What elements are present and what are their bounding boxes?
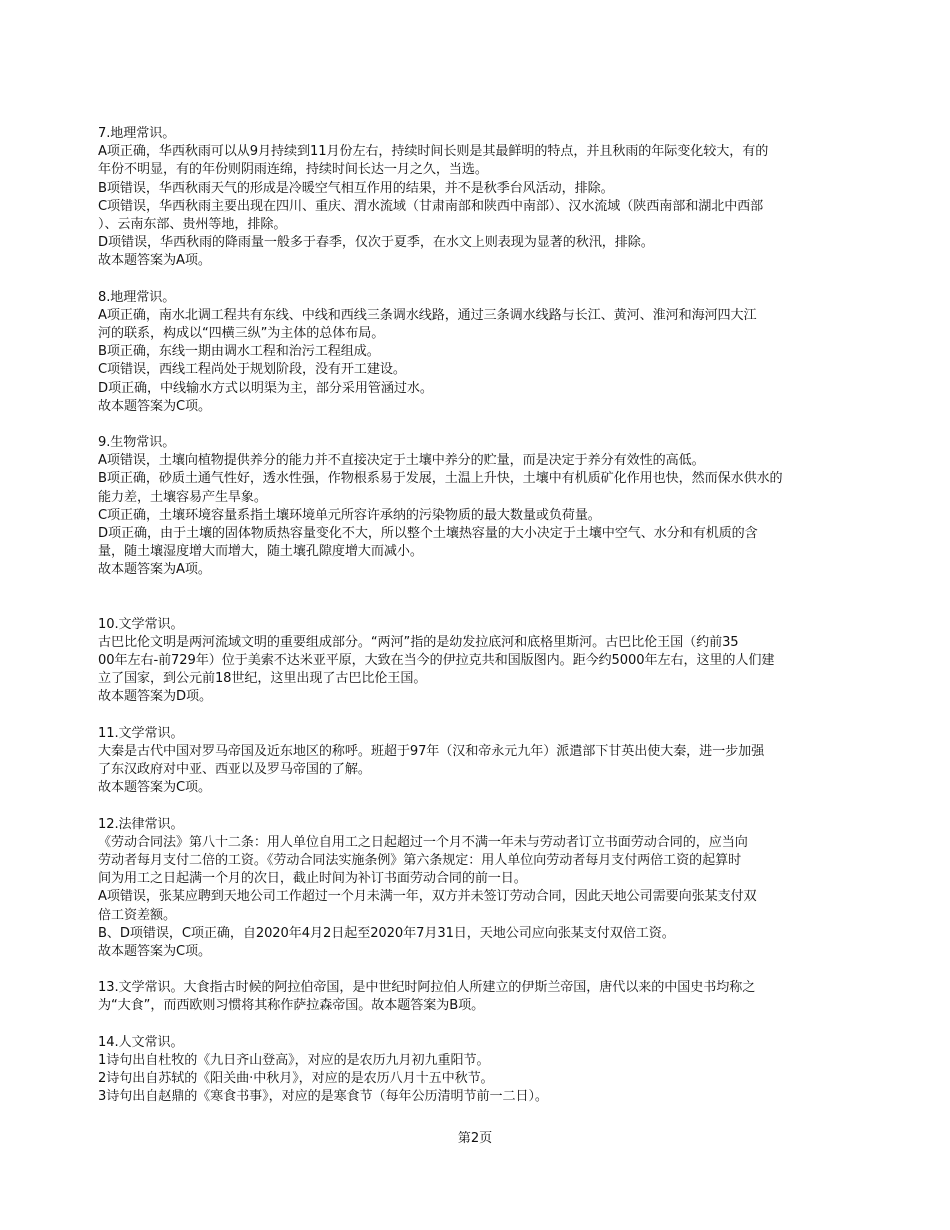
text-line: 年份不明显，有的年份则阴雨连绵，持续时间长达一月之久，当选。 (98, 162, 488, 178)
section-spacer (98, 271, 888, 289)
text-line: C项错误，西线工程尚处于规划阶段，没有开工建设。 (98, 362, 406, 378)
text-line: 劳动者每月支付二倍的工资。《劳动合同法实施条例》第六条规定：用人单位向劳动者每月支付两倍工资的起算时 (98, 852, 742, 868)
text-line: 3诗句出自赵鼎的《寒食书事》，对应的是寒食节（每年公历清明节前一二日）。 (98, 1089, 548, 1105)
text-line: B项正确，东线一期由调水工程和治污工程组成。 (98, 344, 380, 360)
section-heading: 12.法律常识。 (98, 816, 184, 832)
answer-section-7 (98, 125, 888, 271)
answer-section-9 (98, 434, 888, 580)
answer-section-12 (98, 816, 888, 962)
document-page (98, 125, 888, 1106)
text-line: 间为用工之日起满一个月的次日，截止时间为补订书面劳动合同的前一日。 (98, 871, 527, 887)
text-line: 了东汉政府对中亚、西亚以及罗马帝国的了解。 (98, 762, 371, 778)
text-line: 1诗句出自杜牧的《九日齐山登高》，对应的是农历九月初九重阳节。 (98, 1052, 490, 1068)
answer-section-13 (98, 979, 888, 1015)
text-line: 能力差，土壤容易产生旱象。 (98, 489, 267, 505)
answer-section-11 (98, 725, 888, 798)
text-line: 13.文学常识。大食指古时候的阿拉伯帝国，是中世纪时阿拉伯人所建立的伊斯兰帝国，唐代以来的中国史书均称之 (98, 980, 756, 996)
section-spacer (98, 580, 888, 616)
answer-line: 故本题答案为D项。 (98, 689, 212, 705)
page-number: 第2页 (457, 1131, 493, 1146)
text-line: B项正确，砂质土通气性好，透水性强，作物根系易于发展，土温上升快，土壤中有机质矿化作用也快，然而保水供水的 (98, 471, 783, 487)
text-line: D项正确，由于土壤的固体物质热容量变化不大，所以整个土壤热容量的大小决定于土壤中空气、水分和有机质的含 (98, 526, 758, 542)
answer-line: 故本题答案为A项。 (98, 253, 211, 269)
answer-section-14 (98, 1034, 888, 1107)
text-line: C项错误，华西秋雨主要出现在四川、重庆、渭水流域（甘肃南部和陕西中南部）、汉水流域（陕西南部和湖北中西部 (98, 198, 764, 214)
section-heading: 9.生物常识。 (98, 435, 176, 451)
answer-section-10 (98, 616, 888, 707)
answer-section-8 (98, 289, 888, 416)
text-line: ）、云南东部、贵州等地，排除。 (98, 217, 287, 233)
answer-line: 故本题答案为A项。 (98, 562, 211, 578)
text-line: D项正确，中线输水方式以明渠为主，部分采用管涵过水。 (98, 380, 433, 396)
text-line: A项错误，张某应聘到天地公司工作超过一个月未满一年，双方并未签订劳动合同，因此天地公司需要向张某支付双 (98, 889, 757, 905)
text-line: 00年左右-前729年）位于美索不达米亚平原，大致在当今的伊拉克共和国版图内。距今约5000年左右，这里的人们建 (98, 653, 775, 669)
text-line: C项正确，土壤环境容量系指土壤环境单元所容许承纳的污染物质的最大数量或负荷量。 (98, 507, 601, 523)
section-heading: 8.地理常识。 (98, 289, 176, 305)
text-line: 量，随土壤湿度增大而增大，随土壤孔隙度增大而减小。 (98, 544, 423, 560)
section-spacer (98, 961, 888, 979)
text-line: 《劳动合同法》第八十二条：用人单位自用工之日起超过一个月不满一年未与劳动者订立书面劳动合同的，应当向 (98, 834, 748, 850)
section-heading: 11.文学常识。 (98, 725, 184, 741)
text-line: A项正确，华西秋雨可以从9月持续到11月份左右，持续时间长则是其最鲜明的特点，并且秋雨的年际变化较大，有的 (98, 144, 769, 160)
section-spacer (98, 798, 888, 816)
text-line: A项错误，土壤向植物提供养分的能力并不直接决定于土壤中养分的贮量，而是决定于养分有效性的高低。 (98, 453, 705, 469)
text-line: B项错误，华西秋雨天气的形成是冷暖空气相互作用的结果，并不是秋季台风活动，排除。 (98, 180, 614, 196)
text-line: 立了国家，到公元前18世纪，这里出现了古巴比伦王国。 (98, 671, 427, 687)
answer-line: 故本题答案为C项。 (98, 398, 211, 414)
section-heading: 10.文学常识。 (98, 616, 184, 632)
section-spacer (98, 416, 888, 434)
text-line: 古巴比伦文明是两河流域文明的重要组成部分。“两河”指的是幼发拉底河和底格里斯河。古巴比伦王国（约前35 (98, 634, 739, 650)
answer-line: 故本题答案为C项。 (98, 780, 211, 796)
answer-line: 故本题答案为C项。 (98, 943, 211, 959)
text-line: 为“大食”，而西欧则习惯将其称作萨拉森帝国。故本题答案为B项。 (98, 998, 485, 1014)
text-line: 2诗句出自苏轼的《阳关曲·中秋月》，对应的是农历八月十五中秋节。 (98, 1070, 494, 1086)
section-spacer (98, 707, 888, 725)
text-line: 倍工资差额。 (98, 907, 176, 923)
section-spacer (98, 1016, 888, 1034)
text-line: D项错误，华西秋雨的降雨量一般多于春季，仅次于夏季，在水文上则表现为显著的秋汛，排除。 (98, 235, 654, 251)
section-heading: 7.地理常识。 (98, 126, 176, 141)
section-heading: 14.人文常识。 (98, 1034, 184, 1050)
text-line: 河的联系，构成以“四横三纵”为主体的总体布局。 (98, 326, 385, 342)
text-line: A项正确，南水北调工程共有东线、中线和西线三条调水线路，通过三条调水线路与长江、黄河、淮河和海河四大江 (98, 307, 757, 323)
text-line: B、D项错误，C项正确，自2020年4月2日起至2020年7月31日，天地公司应向张某支付双倍工资。 (98, 925, 675, 941)
text-line: 大秦是古代中国对罗马帝国及近东地区的称呼。班超于97年（汉和帝永元九年）派遣部下甘英出使大秦，进一步加强 (98, 743, 765, 759)
